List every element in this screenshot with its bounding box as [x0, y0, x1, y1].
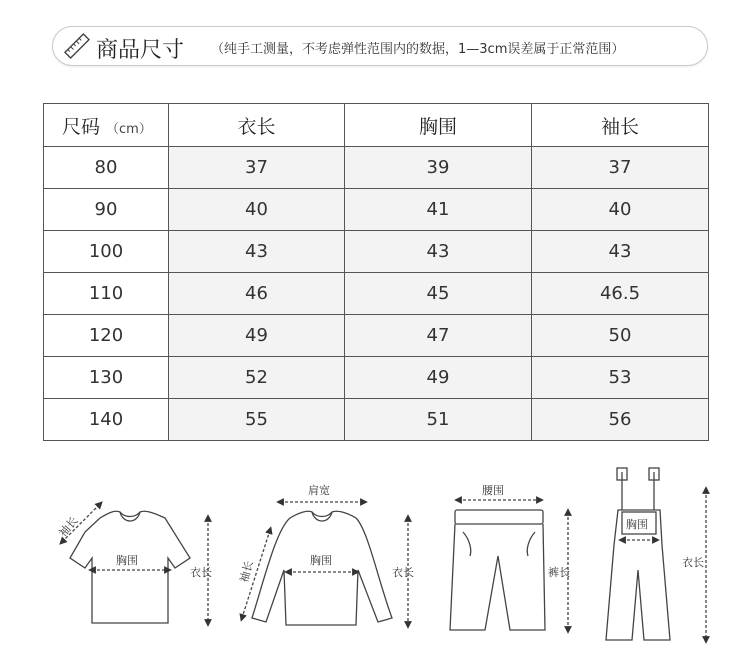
cell-sleeve: 50 [532, 315, 709, 357]
longsleeve-sleeve-label: 袖长 [237, 559, 256, 584]
cell-chest: 47 [345, 315, 532, 357]
column-header-sleeve: 袖长 [532, 104, 709, 147]
cell-size: 130 [44, 357, 169, 399]
cell-length: 40 [169, 189, 345, 231]
cell-length: 46 [169, 273, 345, 315]
table-row [44, 315, 709, 357]
measurement-note: （纯手工测量，不考虑弹性范围内的数据，1—3cm误差属于正常范围） [211, 42, 625, 57]
cell-sleeve: 43 [532, 231, 709, 273]
cell-size: 120 [44, 315, 169, 357]
cell-chest: 45 [345, 273, 532, 315]
cell-length: 52 [169, 357, 345, 399]
table-row [44, 399, 709, 441]
size-table [43, 103, 709, 441]
longsleeve-length-label: 衣长 [392, 566, 414, 579]
pants-waist-label: 腰围 [482, 484, 504, 497]
table-row [44, 357, 709, 399]
cell-sleeve: 46.5 [532, 273, 709, 315]
size-unit: （cm） [106, 121, 152, 137]
cell-sleeve: 53 [532, 357, 709, 399]
cell-length: 55 [169, 399, 345, 441]
pants-length-label: 裤长 [548, 566, 570, 579]
cell-sleeve: 56 [532, 399, 709, 441]
cell-chest: 49 [345, 357, 532, 399]
cell-size: 80 [44, 147, 169, 189]
cell-chest: 41 [345, 189, 532, 231]
cell-length: 49 [169, 315, 345, 357]
pants-diagram [450, 500, 568, 630]
cell-sleeve: 37 [532, 147, 709, 189]
cell-length: 37 [169, 147, 345, 189]
cell-chest: 43 [345, 231, 532, 273]
table-row [44, 189, 709, 231]
cell-size: 110 [44, 273, 169, 315]
overalls-chest-label: 胸围 [626, 518, 648, 531]
header-banner [52, 26, 708, 66]
column-header-chest: 胸围 [345, 104, 532, 147]
table-row [44, 273, 709, 315]
table-row [44, 147, 709, 189]
overalls-diagram [606, 468, 706, 640]
cell-chest: 51 [345, 399, 532, 441]
table-row [44, 231, 709, 273]
page-title: 商品尺寸 [96, 38, 185, 63]
tshirt-length-label: 衣长 [190, 566, 212, 579]
longsleeve-chest-label: 胸围 [310, 554, 332, 567]
measurement-illustrations [0, 460, 750, 666]
tshirt-sleeve-label: 袖长 [56, 514, 81, 540]
cell-size: 140 [44, 399, 169, 441]
cell-chest: 39 [345, 147, 532, 189]
column-header-length: 衣长 [169, 104, 345, 147]
cell-length: 43 [169, 231, 345, 273]
column-header-size: 尺码 （cm） [44, 104, 169, 147]
longsleeve-shoulder-label: 肩宽 [308, 484, 330, 497]
cell-size: 90 [44, 189, 169, 231]
overalls-length-label: 衣长 [682, 556, 704, 569]
cell-sleeve: 40 [532, 189, 709, 231]
table-header-row [44, 104, 709, 147]
cell-size: 100 [44, 231, 169, 273]
tshirt-chest-label: 胸围 [116, 554, 138, 567]
ruler-icon [63, 32, 91, 60]
